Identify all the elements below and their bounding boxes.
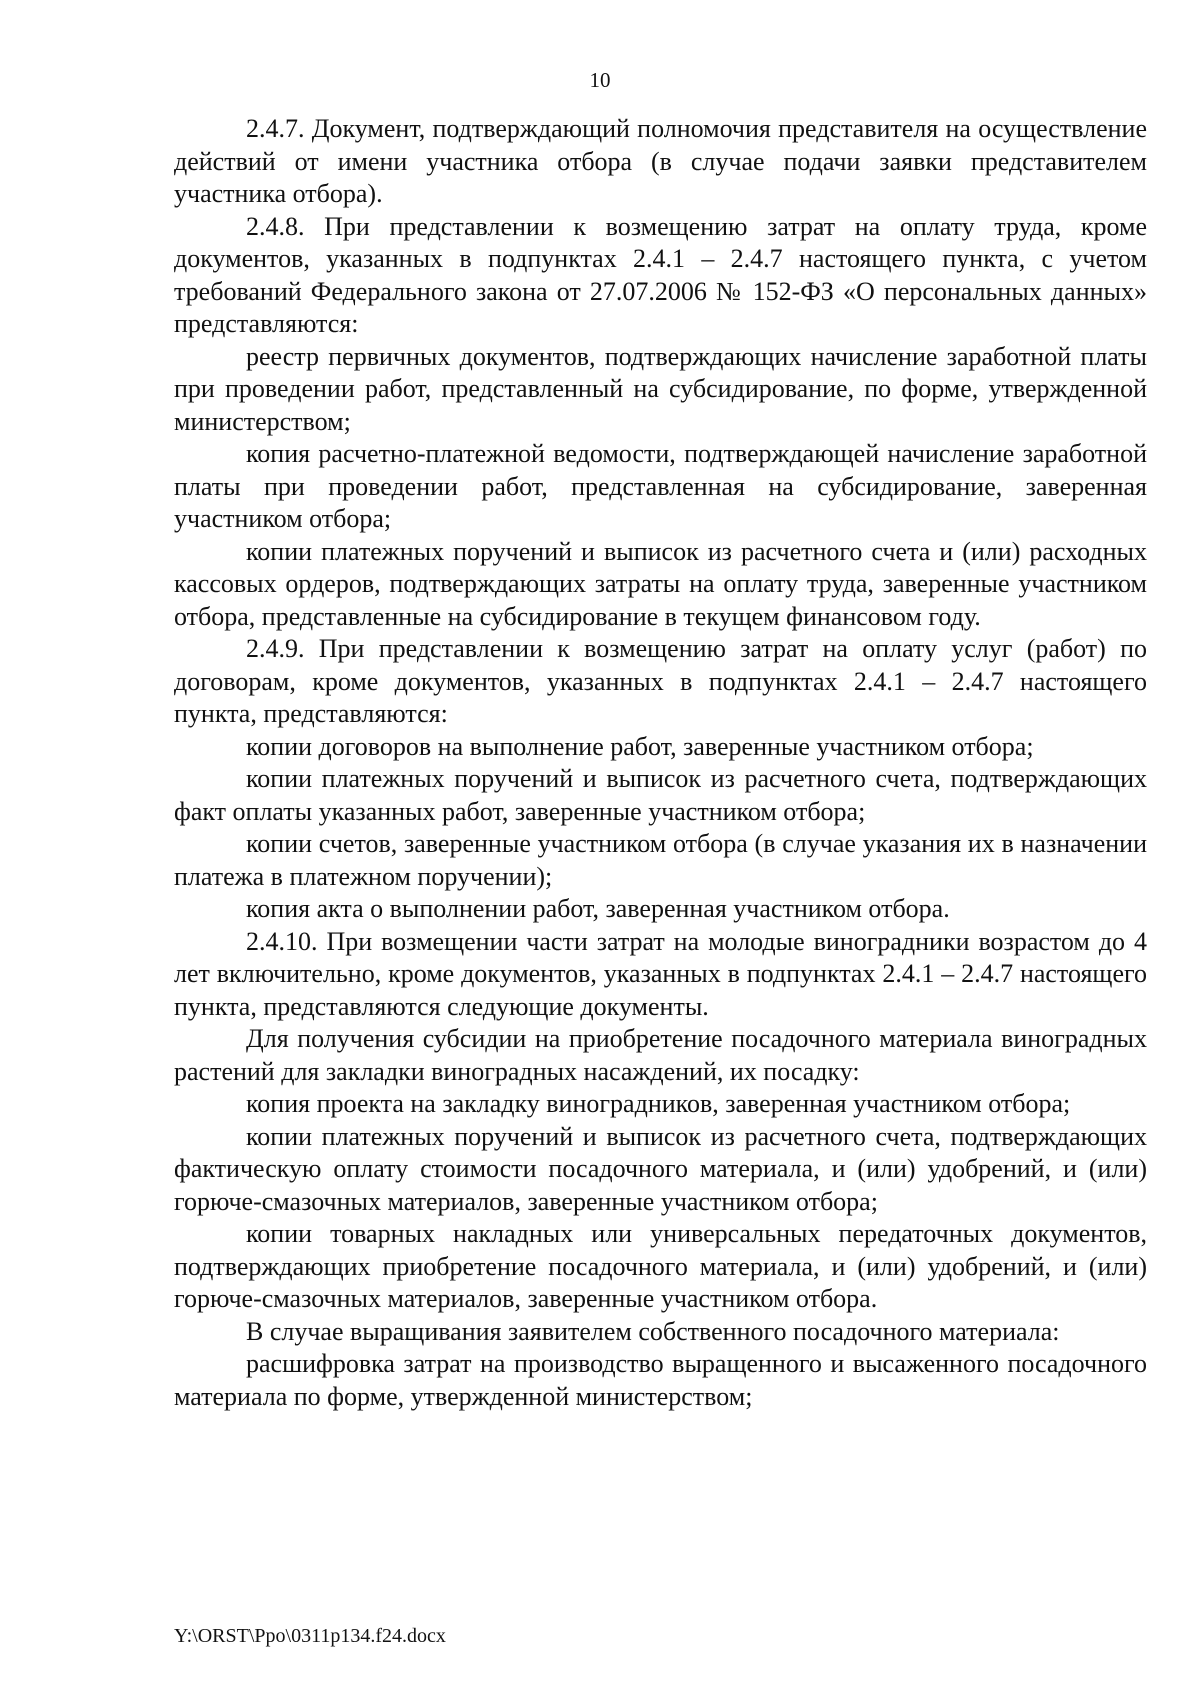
paragraph-2-4-9: 2.4.9. При представлении к возмещению затрат на оплату услуг (работ) по договорам, кроме документов, указанных в подпунктах 2.4.1 – 2.4.7 настоящего пункта, представляются:	[174, 634, 1147, 728]
document-body	[174, 113, 1147, 1413]
list-item-payment-orders-labor: копии платежных поручений и выписок из расчетного счета и (или) расходных кассовых ордеров, подтверждающих затраты на оплату труда, заверенные участником отбора, представленные на субсидирование в текущем финансовом году.	[174, 536, 1147, 631]
list-item-completion-act: копия акта о выполнении работ, заверенная участником отбора.	[246, 894, 950, 923]
paragraph-own-material: В случае выращивания заявителем собственного посадочного материала:	[246, 1316, 1060, 1346]
list-item-invoices: копии счетов, заверенные участником отбора (в случае указания их в назначении платежа в платежном поручении);	[174, 829, 1147, 891]
list-item-salary-register: реестр первичных документов, подтверждающих начисление заработной платы при проведении работ, представленный на субсидирование, по форме, утвержденной министерством;	[174, 341, 1147, 436]
page-number: 10	[589, 68, 611, 92]
list-item-cost-breakdown: расшифровка затрат на производство выращенного и высаженного посадочного материала по форме, утвержденной министерством;	[174, 1349, 1147, 1411]
paragraph-planting-material-subsidy: Для получения субсидии на приобретение посадочного материала виноградных растений для закладки виноградных насаждений, их посадку:	[174, 1024, 1147, 1086]
footer-file-path: Y:\ORST\Ppo\0311p134.f24.docx	[174, 1625, 446, 1647]
list-item-vineyard-project: копия проекта на закладку виноградников, заверенная участником отбора;	[246, 1089, 1071, 1118]
list-item-payment-orders-works: копии платежных поручений и выписок из расчетного счета, подтверждающих факт оплаты указанных работ, заверенные участником отбора;	[174, 764, 1147, 826]
list-item-payroll-statement: копия расчетно-платежной ведомости, подтверждающей начисление заработной платы при проведении работ, представленная на субсидирование, заверенная участником отбора;	[174, 439, 1147, 533]
paragraph-2-4-8: 2.4.8. При представлении к возмещению затрат на оплату труда, кроме документов, указанных в подпунктах 2.4.1 – 2.4.7 настоящего пункта, с учетом требований Федерального закона от 27.07.2006 № 152-ФЗ «О персональных данных» представляются:	[174, 211, 1147, 338]
paragraph-2-4-7: 2.4.7. Документ, подтверждающий полномочия представителя на осуществление действий от имени участника отбора (в случае подачи заявки представителем участника отбора).	[174, 114, 1147, 208]
paragraph-2-4-10: 2.4.10. При возмещении части затрат на молодые виноградники возрастом до 4 лет включительно, кроме документов, указанных в подпунктах 2.4.1 – 2.4.7 настоящего пункта, представляются следующие документы.	[174, 926, 1147, 1021]
list-item-waybills: копии товарных накладных или универсальных передаточных документов, подтверждающих приобретение посадочного материала, и (или) удобрений, и (или) горюче-смазочных материалов, заверенные участником отбора.	[174, 1219, 1147, 1313]
list-item-contracts: копии договоров на выполнение работ, заверенные участником отбора;	[246, 731, 1034, 761]
list-item-payment-orders-planting: копии платежных поручений и выписок из расчетного счета, подтверждающих фактическую оплату стоимости посадочного материала, и (или) удобрений, и (или) горюче-смазочных материалов, заверенные участником отбора;	[174, 1121, 1147, 1216]
